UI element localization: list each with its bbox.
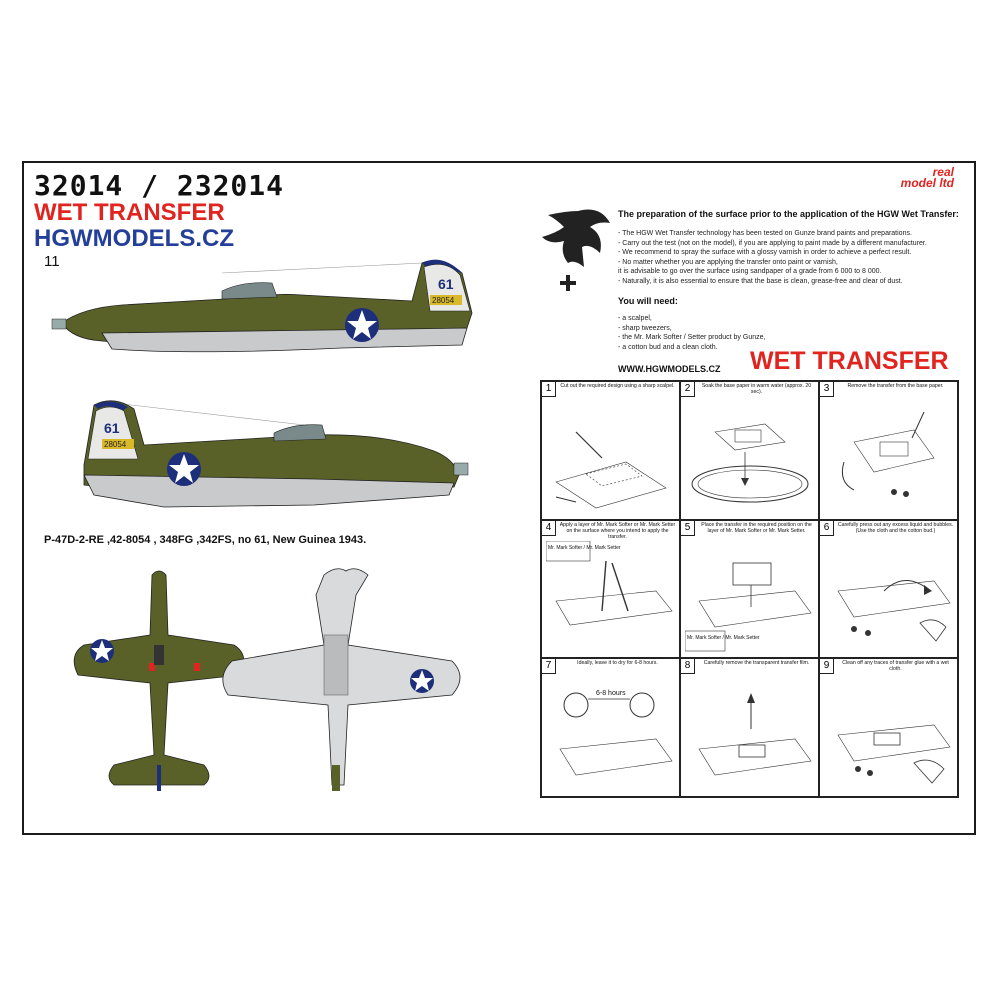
need-item: - the Mr. Mark Softer / Setter product by Gunze, [618, 334, 766, 341]
tail-number-left: 61 [438, 276, 454, 292]
step-number: 1 [542, 382, 556, 397]
place-transfer-illustration [685, 541, 815, 653]
step-text: Apply a layer of Mr. Mark Softer or Mr. Mark Setter on the surface where you intend to apply the transfer. [559, 521, 676, 540]
prep-item: - We recommend to spray the surface with a glossy varnish in order to achieve a perfect result. [618, 249, 912, 256]
need-item: - sharp tweezers, [618, 324, 672, 332]
step-label: Mr. Mark Softer / Mr. Mark Setter [548, 544, 621, 551]
softer-application-illustration [546, 541, 676, 653]
aircraft-bottom-view [216, 565, 476, 795]
step-2 [680, 381, 819, 520]
brand-line2: model ltd [900, 176, 954, 190]
remove-transfer-illustration [824, 402, 954, 514]
clean-glue-illustration [824, 679, 954, 791]
product-name: WET TRANSFER [34, 199, 225, 226]
prep-item: - Naturally, it is also essential to ensure that the base is clean, grease-free and clear of dust. [618, 277, 903, 285]
step-number: 2 [681, 382, 695, 397]
step-text: Place the transfer in the required position on the layer of Mr. Mark Softer or Mr. Mark Setter. [701, 521, 812, 534]
sheet-number: 11 [44, 253, 60, 270]
step-text: Carefully press out any excess liquid and bubbles. (Use the cloth and the cotton bud.) [837, 521, 954, 534]
step-text: Clean off any traces of transfer glue with a wet cloth. [842, 660, 949, 673]
prep-item: it is advisable to go over the surface using sandpaper of a grade from 6 000 to 8 000. [618, 268, 882, 275]
step-number: 8 [681, 659, 695, 674]
prep-title: The preparation of the surface prior to the application of the HGW Wet Transfer: [618, 209, 959, 219]
step-4 [541, 520, 680, 659]
step-number: 3 [820, 382, 834, 397]
need-title: You will need: [618, 296, 678, 306]
step-text: Soak the base paper in warm water (approx. 20 sec). [701, 383, 812, 395]
step-7 [541, 658, 680, 797]
water-bowl-illustration [685, 402, 815, 514]
step-text: Cut out the required design using a sharp scalpel. [560, 383, 675, 389]
product-code: 32014 / 232014 [34, 169, 285, 202]
step-number: 4 [542, 521, 556, 536]
tail-number-right: 61 [104, 420, 120, 436]
tail-serial-left: 28054 [432, 296, 455, 305]
scalpel-illustration [546, 402, 676, 514]
press-bubbles-illustration [824, 541, 954, 653]
tail-serial-right: 28054 [104, 440, 127, 449]
prep-list [618, 229, 968, 286]
step-5 [680, 520, 819, 659]
remove-film-illustration [685, 679, 815, 791]
site-url: WWW.HGWMODELS.CZ [618, 364, 721, 374]
step-3 [819, 381, 958, 520]
site-name: HGWMODELS.CZ [34, 225, 234, 252]
eagle-logo [538, 205, 616, 297]
steps-grid [540, 380, 959, 798]
brand-logo [901, 167, 954, 189]
step-number: 7 [542, 659, 556, 674]
step-1 [541, 381, 680, 520]
step-text: Ideally, leave it to dry for 6-8 hours. [577, 660, 658, 667]
need-item: - a cotton bud and a clean cloth. [618, 343, 718, 351]
need-item: - a scalpel, [618, 315, 652, 322]
step-9 [819, 658, 958, 797]
step-label: Mr. Mark Softer / Mr. Mark Setter [687, 634, 760, 641]
need-list [618, 314, 765, 352]
step-8 [680, 658, 819, 797]
step-number: 5 [681, 521, 695, 536]
aircraft-caption: P-47D-2-RE ,42-8054 , 348FG ,342FS, no 61, New Guinea 1943. [44, 534, 367, 546]
step-text: Remove the transfer from the base paper. [847, 383, 944, 389]
drying-clocks-illustration [546, 679, 676, 791]
brand-line1: real [932, 165, 954, 179]
wet-transfer-title: WET TRANSFER [750, 347, 949, 375]
prep-item: - Carry out the test (not on the model), if you are applying to paint made by a different manufacturer. [618, 239, 927, 247]
prep-item: - The HGW Wet Transfer technology has been tested on Gunze brand paints and preparations. [618, 230, 912, 237]
aircraft-right-profile [54, 395, 474, 515]
step-number: 6 [820, 521, 834, 536]
decal-sheet [22, 161, 976, 835]
aircraft-left-profile [42, 253, 482, 363]
step-number: 9 [820, 659, 834, 674]
prep-item: - No matter whether you are applying the transfer onto paint or varnish, [618, 258, 838, 266]
step-text: Carefully remove the transparent transfer film. [703, 660, 810, 667]
step-6 [819, 520, 958, 659]
step-label: 6-8 hours [596, 690, 626, 698]
